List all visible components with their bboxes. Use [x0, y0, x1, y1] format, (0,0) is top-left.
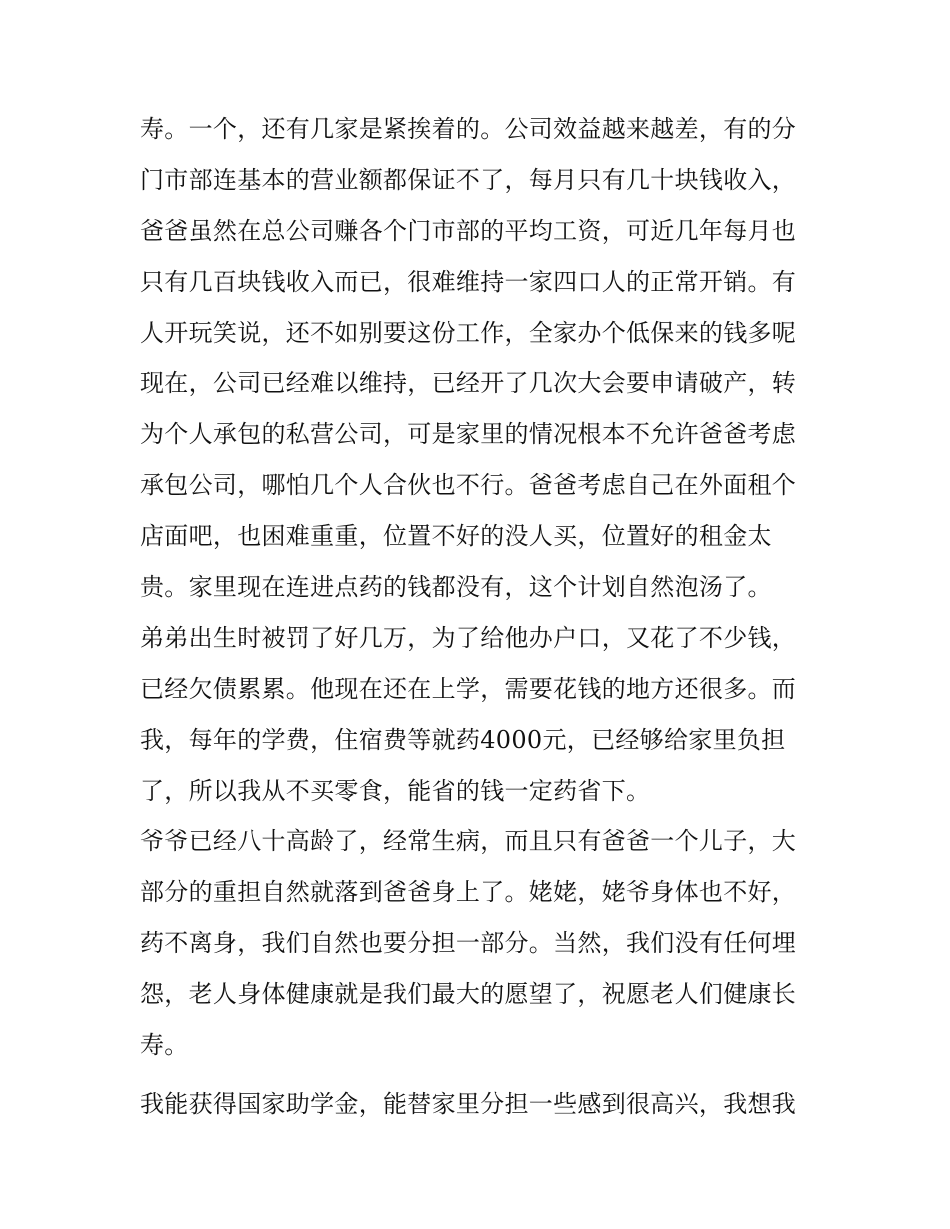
- text-line: 我能获得国家助学金，能替家里分担一些感到很高兴，我想我: [140, 1089, 797, 1118]
- text-line: 现在，公司已经难以维持，已经开了几次大会要申请破产，转: [140, 369, 797, 398]
- text-line: 寿。: [140, 1031, 189, 1060]
- text-line: 贵。家里现在连进点药的钱都没有，这个计划自然泡汤了。: [140, 573, 772, 602]
- text-line: 已经欠债累累。他现在还在上学，需要花钱的地方还很多。而: [140, 674, 797, 703]
- text-line: 弟弟出生时被罚了好几万，为了给他办户口，又花了不少钱，: [140, 623, 797, 652]
- text-line: 为个人承包的私营公司，可是家里的情况根本不允许爸爸考虑: [140, 420, 797, 449]
- text-line: 了，所以我从不买零食，能省的钱一定药省下。: [140, 776, 651, 805]
- text-line: 爸爸虽然在总公司赚各个门市部的平均工资，可近几年每月也: [140, 216, 797, 245]
- text-line: 寿。一个，还有几家是紧挨着的。公司效益越来越差，有的分: [140, 115, 797, 143]
- text-line: 部分的重担自然就落到爸爸身上了。姥姥，姥爷身体也不好，: [140, 878, 797, 907]
- text-line: 门市部连基本的营业额都保证不了，每月只有几十块钱收入，: [140, 165, 797, 194]
- text-line: 爷爷已经八十高龄了，经常生病，而且只有爸爸一个儿子，大: [140, 827, 797, 856]
- text-line: 承包公司，哪怕几个人合伙也不行。爸爸考虑自己在外面租个: [140, 471, 797, 500]
- text-line: 店面吧，也困难重重，位置不好的没人买，位置好的租金太: [140, 522, 772, 551]
- text-line: 怨，老人身体健康就是我们最大的愿望了，祝愿老人们健康长: [140, 980, 797, 1009]
- text-line: 只有几百块钱收入而已，很难维持一家四口人的正常开销。有: [140, 267, 797, 296]
- text-line: 我，每年的学费，住宿费等就药4000元，已经够给家里负担: [140, 725, 786, 754]
- paragraph-gap: [140, 1071, 820, 1079]
- text-line: 人开玩笑说，还不如别要这份工作，全家办个低保来的钱多呢: [140, 318, 797, 347]
- document-body: [140, 104, 820, 1130]
- text-line: 药不离身，我们自然也要分担一部分。当然，我们没有任何埋: [140, 929, 797, 958]
